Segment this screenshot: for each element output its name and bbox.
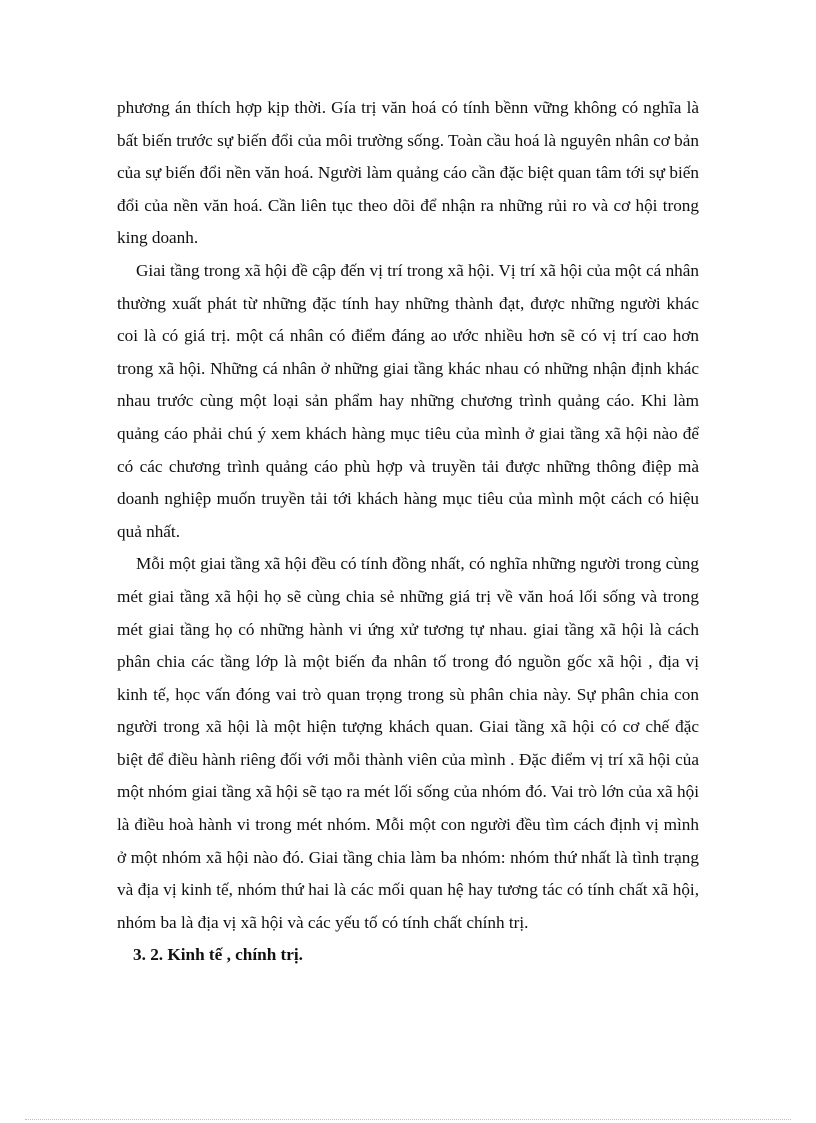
section-heading: 3. 2. Kinh tế , chính trị. (133, 945, 303, 965)
paragraph-class-homogeneity: Mỗi một giai tầng xã hội đều có tính đồng nhất, có nghĩa những người trong cùng mét giai tầng xã hội họ sẽ cùng chia sẻ những giá trị về văn hoá lối sống và trong mét giai tầng họ có những hành vi ứng xử tương tự nhau. giai tầng xã hội là cách phân chia các tầng lớp là một biến đa nhân tố trong đó nguồn gốc xã hội , địa vị kinh tế, học vấn đóng vai trò quan trọng trong sù phân chia này. Sự phân chia con người trong xã hội là một hiện tượng khách quan. Giai tầng xã hội có cơ chế đặc biệt để điều hành riêng đối với mỗi thành viên của mình . Đặc điểm vị trí xã hội của một nhóm giai tầng xã hội sẽ tạo ra mét lối sống của nhóm đó. Vai trò lớn của xã hội là điều hoà hành vi trong mét nhóm. Mỗi một con người đều tìm cách định vị mình ở một nhóm xã hội nào đó. Giai tầng chia làm ba nhóm: nhóm thứ nhất là tình trạng và địa vị kinh tế, nhóm thứ hai là các mối quan hệ hay tương tác có tính chất xã hội, nhóm ba là địa vị xã hội và các yếu tố có tính chất chính trị. (117, 554, 699, 932)
page-bottom-divider (25, 1119, 791, 1120)
paragraph-culture-change: phương án thích hợp kịp thời. Gía trị văn hoá có tính bềnn vững không có nghĩa là bất biến trước sự biến đổi của môi trường sống. Toàn cầu hoá là nguyên nhân cơ bản của sự biến đổi nền văn hoá. Người làm quảng cáo cần đặc biệt quan tâm tới sự biến đổi của nền văn hoá. Cần liên tục theo dõi để nhận ra những rủi ro và cơ hội trong king doanh. (117, 98, 699, 248)
document-page (117, 92, 699, 972)
paragraph-social-class: Giai tầng trong xã hội đề cập đến vị trí trong xã hội. Vị trí xã hội của một cá nhân thường xuất phát từ những đặc tính hay những thành đạt, được những người khác coi là có giá trị. một cá nhân có điểm đáng ao ước nhiều hơn sẽ có vị trí cao hơn trong xã hội. Những cá nhân ở những giai tầng khác nhau có những nhận định khác nhau trước cùng một loại sản phẩm hay những chương trình quảng cáo. Khi làm quảng cáo phải chú ý xem khách hàng mục tiêu của mình ở giai tầng xã hội nào để có các chương trình quảng cáo phù hợp và truyền tải được những thông điệp mà doanh nghiệp muốn truyền tải tới khách hàng mục tiêu của mình một cách có hiệu quả nhất. (117, 260, 699, 541)
